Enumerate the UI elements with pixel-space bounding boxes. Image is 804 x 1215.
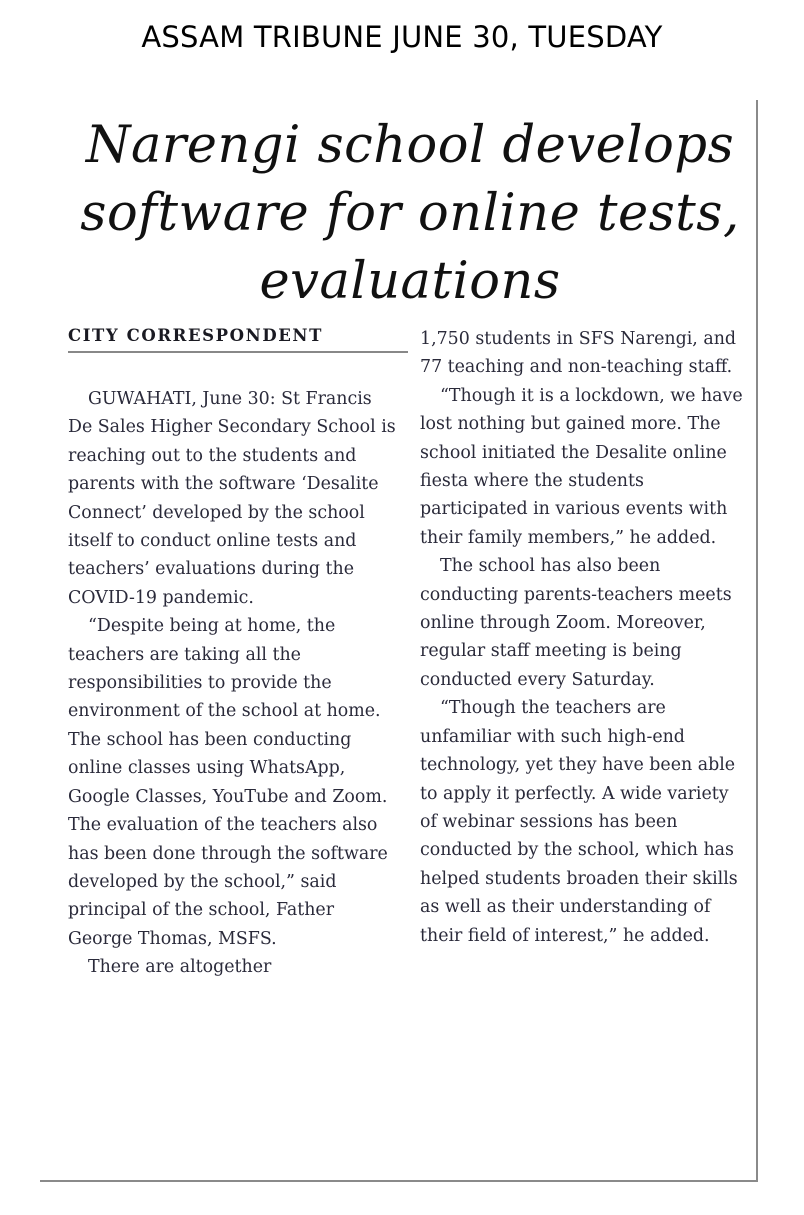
article-paragraph: “Despite being at home, the teachers are taking all the responsibilities to provide the environment of the school at home. The school has been conducting online classes using WhatsApp, Google Classes, YouTube and Zoom. The evaluation of the teachers also has been done through the software developed by the school,” said principal of the school, Father George Thomas, MSFS. bbox=[68, 616, 388, 949]
newspaper-clipping bbox=[40, 100, 754, 1180]
article-paragraph: There are altogether bbox=[88, 957, 272, 978]
article-column-right bbox=[420, 325, 750, 950]
headline: Narengi school develops software for online tests, evaluations bbox=[80, 116, 740, 311]
clipping-bottom-border bbox=[40, 1180, 756, 1182]
article-paragraph: 1,750 students in SFS Narengi, and 77 teaching and non-teaching staff. bbox=[420, 329, 737, 378]
article-paragraph: “Though it is a lockdown, we have lost nothing but gained more. The school initiated the Desalite online fiesta where the students participated in various events with their family members,” he added. bbox=[420, 385, 743, 548]
clipping-right-border bbox=[756, 100, 758, 1182]
article-paragraph: GUWAHATI, June 30: St Francis De Sales Higher Secondary School is reaching out to the students and parents with the software ‘Desalite Connect’ developed by the school itself to conduct online tests and teachers’ evaluations during the COVID-19 pandemic. bbox=[68, 389, 396, 608]
article-paragraph: The school has also been conducting parents-teachers meets online through Zoom. Moreover, regular staff meeting is being conducted every Saturday. bbox=[420, 556, 732, 690]
article-column-left bbox=[68, 385, 398, 982]
article-paragraph: “Though the teachers are unfamiliar with such high-end technology, yet they have been able to apply it perfectly. A wide variety of webinar sessions has been conducted by the school, which has helped students broaden their skills as well as their understanding of their field of interest,” he added. bbox=[420, 698, 738, 946]
source-line: ASSAM TRIBUNE JUNE 30, TUESDAY bbox=[141, 20, 663, 54]
byline: CITY CORRESPONDENT bbox=[68, 326, 408, 353]
